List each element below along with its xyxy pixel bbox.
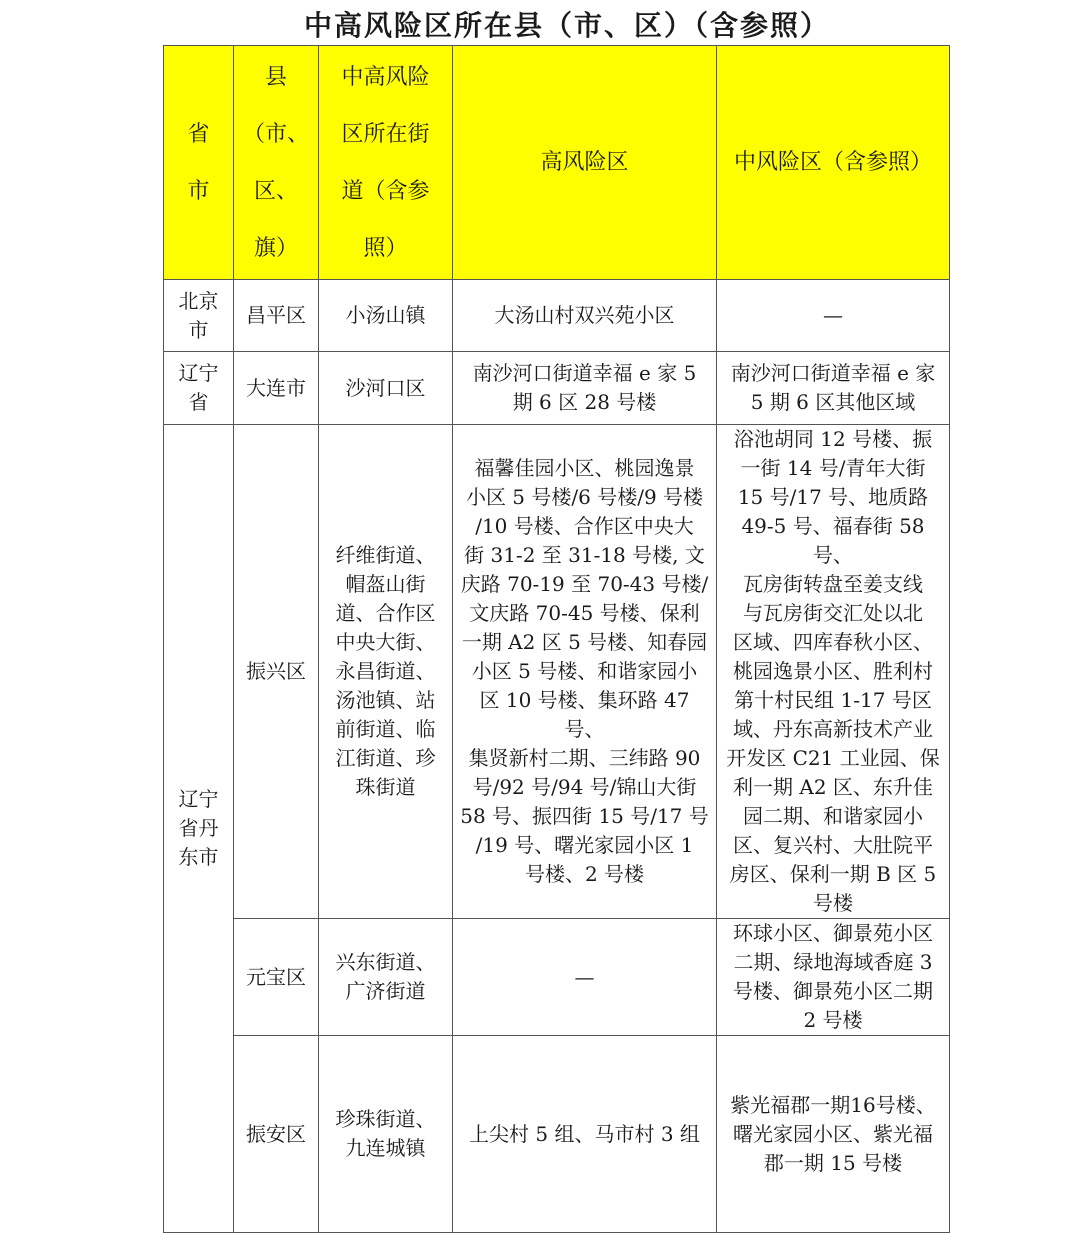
cell-street: 沙河口区	[319, 352, 453, 425]
header-medium-risk: 中风险区（含参照）	[717, 46, 950, 280]
document-title: 中高风险区所在县（市、区）（含参照）	[303, 9, 830, 42]
cell-high-risk: 福馨佳园小区、桃园逸景 小区 5 号楼/6 号楼/9 号楼 /10 号楼、合作区中央大 街 31-2 至 31-18 号楼, 文 庆路 70-19 至 70-43 号楼/ 文庆路 70-45 号楼、保利 一期 A2 区 5 号楼、知春园 小区 5 号楼、和谐家园小 区 10 号楼、集环路 47 号、 集贤新村二期、三纬路 90 号/92 号/94 号/锦山大街 58 号、振四街 15 号/17 号 /19 号、曙光家园小区 1 号楼、2 号楼	[453, 425, 717, 919]
cell-county: 振安区	[234, 1036, 319, 1233]
header-high-risk: 高风险区	[453, 46, 717, 280]
table-row	[164, 919, 950, 1036]
cell-medium-risk: —	[717, 280, 950, 352]
cell-street: 珍珠街道、 九连城镇	[319, 1036, 453, 1233]
cell-high-risk: —	[453, 919, 717, 1036]
cell-county: 昌平区	[234, 280, 319, 352]
cell-medium-risk: 紫光福郡一期16号楼、 曙光家园小区、紫光福 郡一期 15 号楼	[717, 1036, 950, 1233]
cell-province: 辽宁 省丹 东市	[164, 425, 234, 1233]
cell-medium-risk: 环球小区、御景苑小区 二期、绿地海域香庭 3 号楼、御景苑小区二期 2 号楼	[717, 919, 950, 1036]
table-row	[164, 280, 950, 352]
cell-province: 辽宁 省	[164, 352, 234, 425]
header-county: 县 （市、 区、 旗）	[234, 46, 319, 280]
cell-medium-risk: 浴池胡同 12 号楼、振 一街 14 号/青年大街 15 号/17 号、地质路 49-5 号、福春街 58 号、 瓦房街转盘至姜支线 与瓦房街交汇处以北 区域、四库春秋小区、 桃园逸景小区、胜利村 第十村民组 1-17 号区 域、丹东高新技术产业 开发区 C21 工业园、保 利一期 A2 区、东升佳 园二期、和谐家园小 区、复兴村、大肚院平 房区、保利一期 B 区 5 号楼	[717, 425, 950, 919]
header-street: 中高风险 区所在街 道（含参 照）	[319, 46, 453, 280]
header-province: 省 市	[164, 46, 234, 280]
cell-medium-risk: 南沙河口街道幸福 e 家 5 期 6 区其他区域	[717, 352, 950, 425]
cell-high-risk: 上尖村 5 组、马市村 3 组	[453, 1036, 717, 1233]
cell-street: 小汤山镇	[319, 280, 453, 352]
table-header-row	[164, 46, 950, 280]
risk-area-table	[163, 45, 950, 1233]
table-row	[164, 1036, 950, 1233]
cell-high-risk: 南沙河口街道幸福 e 家 5 期 6 区 28 号楼	[453, 352, 717, 425]
cell-county: 振兴区	[234, 425, 319, 919]
cell-county: 元宝区	[234, 919, 319, 1036]
table-row	[164, 425, 950, 919]
cell-province: 北京 市	[164, 280, 234, 352]
cell-street: 兴东街道、 广济街道	[319, 919, 453, 1036]
cell-high-risk: 大汤山村双兴苑小区	[453, 280, 717, 352]
table-row	[164, 352, 950, 425]
cell-county: 大连市	[234, 352, 319, 425]
cell-street: 纤维街道、 帽盔山街 道、合作区 中央大街、 永昌街道、 汤池镇、站 前街道、临 江街道、珍 珠街道	[319, 425, 453, 919]
